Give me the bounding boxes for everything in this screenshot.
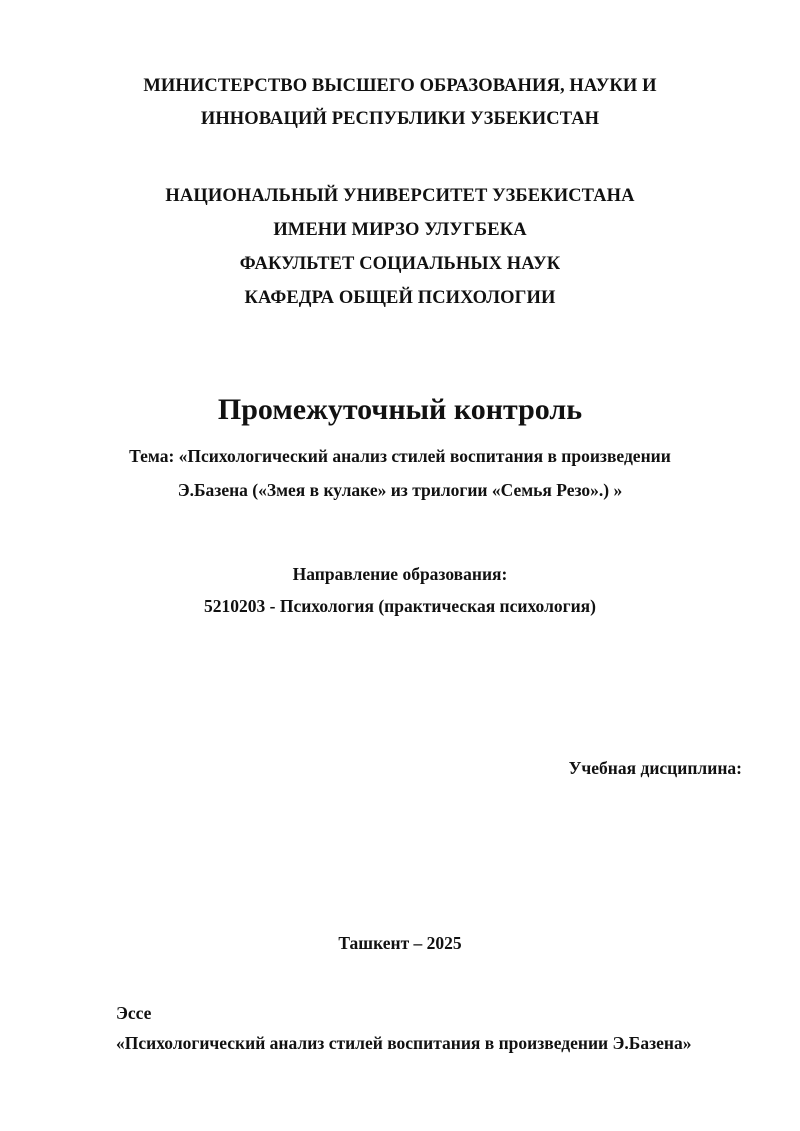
faculty-name: ФАКУЛЬТЕТ СОЦИАЛЬНЫХ НАУК bbox=[239, 254, 561, 274]
university-line-2: ИМЕНИ МИРЗО УЛУГБЕКА bbox=[273, 220, 527, 240]
discipline-label: Учебная дисциплина: bbox=[568, 758, 742, 778]
ministry-line-1: МИНИСТЕРСТВО ВЫСШЕГО ОБРАЗОВАНИЯ, НАУКИ И bbox=[143, 76, 657, 96]
essay-label: Эссе bbox=[116, 1003, 152, 1023]
direction-label: Направление образования: bbox=[292, 564, 508, 584]
direction-value: 5210203 - Психология (практическая психология) bbox=[204, 596, 596, 616]
topic-line-1: Тема: «Психологический анализ стилей воспитания в произведении bbox=[129, 446, 671, 466]
essay-title: «Психологический анализ стилей воспитания в произведении Э.Базена» bbox=[116, 1033, 692, 1053]
document-title: Промежуточный контроль bbox=[217, 393, 583, 426]
place-year: Ташкент – 2025 bbox=[338, 933, 462, 953]
ministry-line-2: ИННОВАЦИЙ РЕСПУБЛИКИ УЗБЕКИСТАН bbox=[200, 109, 600, 129]
topic-line-2: Э.Базена («Змея в кулаке» из трилогии «Семья Резо».) » bbox=[177, 480, 623, 500]
university-line-1: НАЦИОНАЛЬНЫЙ УНИВЕРСИТЕТ УЗБЕКИСТАНА bbox=[165, 186, 635, 206]
department-name: КАФЕДРА ОБЩЕЙ ПСИХОЛОГИИ bbox=[244, 288, 556, 308]
